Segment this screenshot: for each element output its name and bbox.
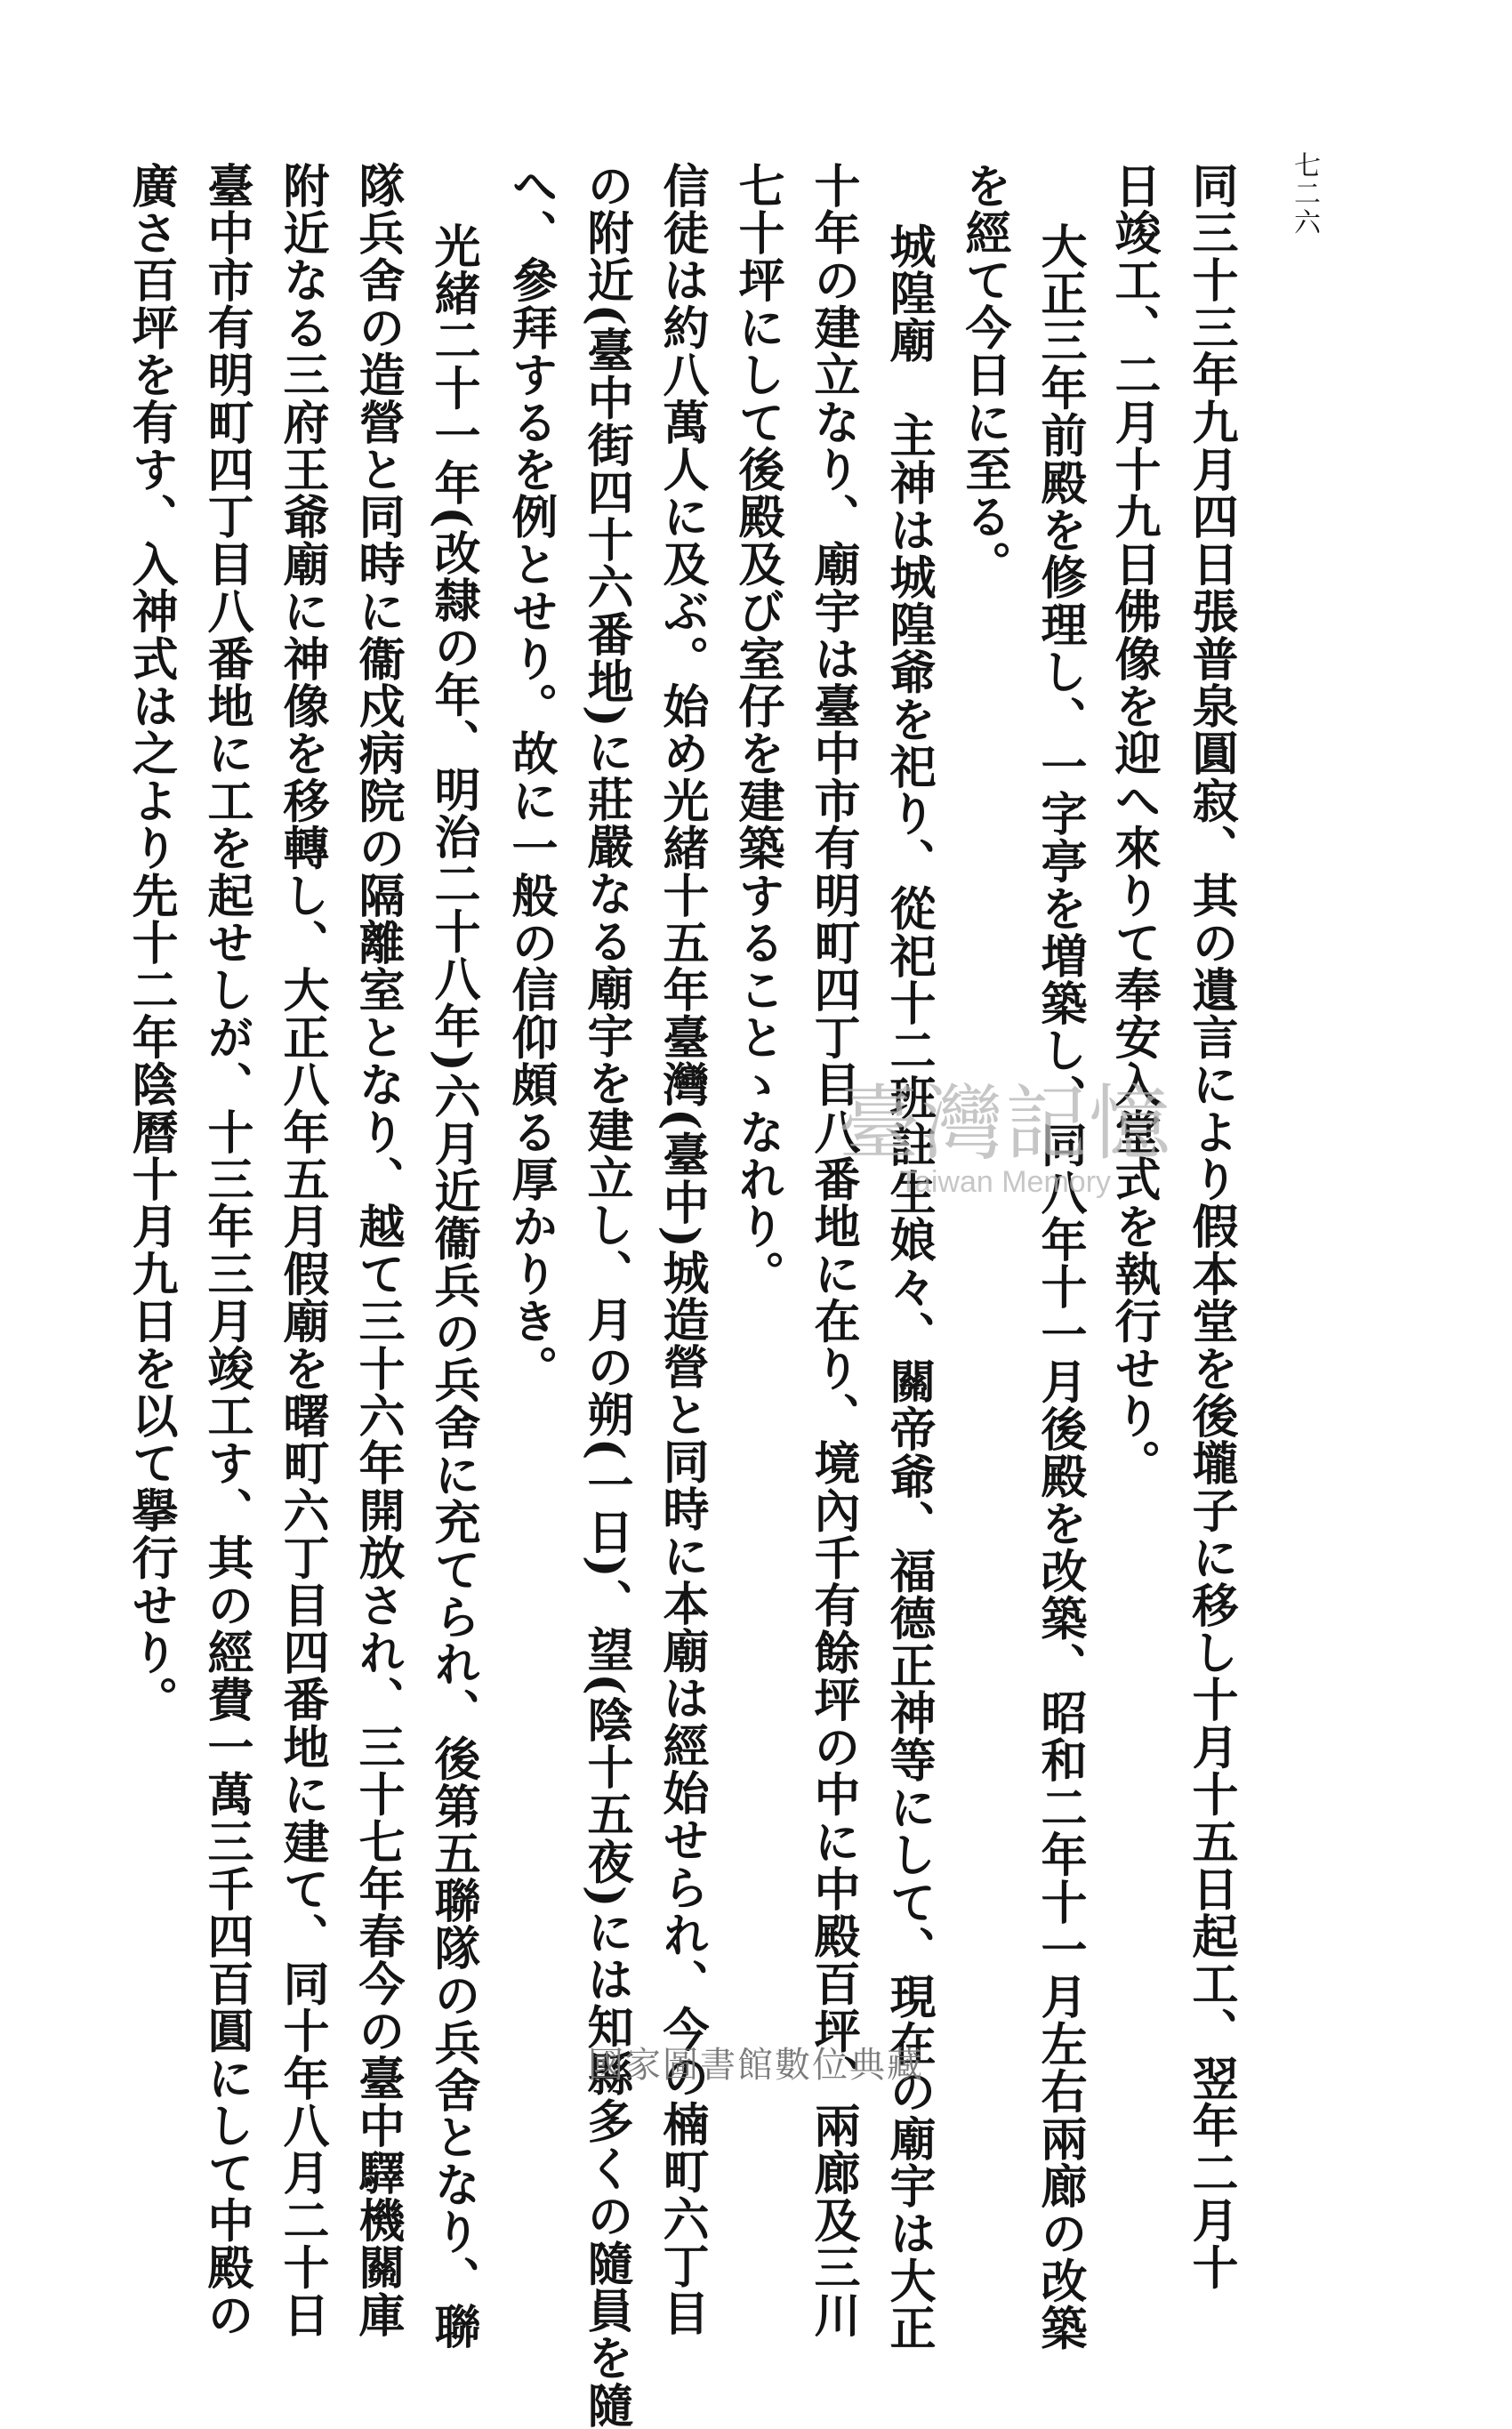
footer-archive-label: 國家圖書館數位典藏	[588, 2045, 924, 2086]
watermark-title: 臺灣記憶	[837, 1076, 1172, 1171]
watermark-subtitle: Taiwan Memory	[898, 1165, 1112, 1199]
text-column: 十年の建立なり、廟宇は臺中市有明町四丁目八番地に在り、境內千有餘坪の中に中殿百坪、兩廊及三川	[806, 162, 860, 2339]
text-column: 大正三年前殿を修理し、一字亭を増築し、同八年十一月後殿を改築、昭和二年十一月左右兩廊の改築	[1033, 222, 1087, 2352]
text-column: 附近なる三府王爺廟に神像を移轉し、大正八年五月假廟を曙町六丁目四番地に建て、同十年八月二十日	[275, 162, 329, 2339]
text-column: 七十坪にして後殿及び室仔を建築することゝなれり。	[730, 162, 784, 1298]
text-column: 城隍廟 主神は城隍爺を祀り、從祀十二班註生娘々、關帝爺、福德正神等にして、現在の廟宇は大正	[881, 222, 936, 2352]
text-column: 隊兵舍の造營と同時に衞戍病院の隔離室となり、越て三十六年開放され、三十七年春今の臺中驛機關庫	[350, 162, 405, 2339]
text-column: 廣さ百坪を有す、入神式は之より先十二年陰曆十月九日を以て擧行せり。	[124, 162, 178, 1724]
text-column: 信徒は約八萬人に及ぶ。始め光緒十五年臺灣(臺中)城造營と同時に本廟は經始せられ、今の楠町六丁目	[655, 162, 709, 2337]
text-column: を經て今日に至る。	[957, 162, 1011, 588]
watermark	[765, 1058, 1245, 1200]
text-column: 光緒二十一年(改隸の年、明治二十八年)六月近衞兵の兵舍に充てられ、後第五聯隊の兵舍となり、聯	[426, 222, 480, 2351]
text-column: 日竣工、二月十九日佛像を迎へ來りて奉安入堂式を執行せり。	[1106, 162, 1161, 1487]
text-column: の附近(臺中街四十六番地)に莊嚴なる廟宇を建立し、月の朔(一日)、望(陰十五夜)には知縣多くの隨員を隨	[579, 162, 633, 2429]
text-column: 同三十三年九月四日張普泉圓寂、其の遺言により假本堂を後壠子に移し十月十五日起工、翌年二月十	[1184, 162, 1238, 2291]
text-column: へ、參拜するを例とせり。故に一般の信仰頗る厚かりき。	[503, 162, 558, 1393]
page-number: 七二六	[1289, 151, 1320, 237]
text-column: 臺中市有明町四丁目八番地に工を起せしが、十三年三月竣工す、其の經費一萬三千四百圓にして中殿の	[199, 162, 253, 2339]
